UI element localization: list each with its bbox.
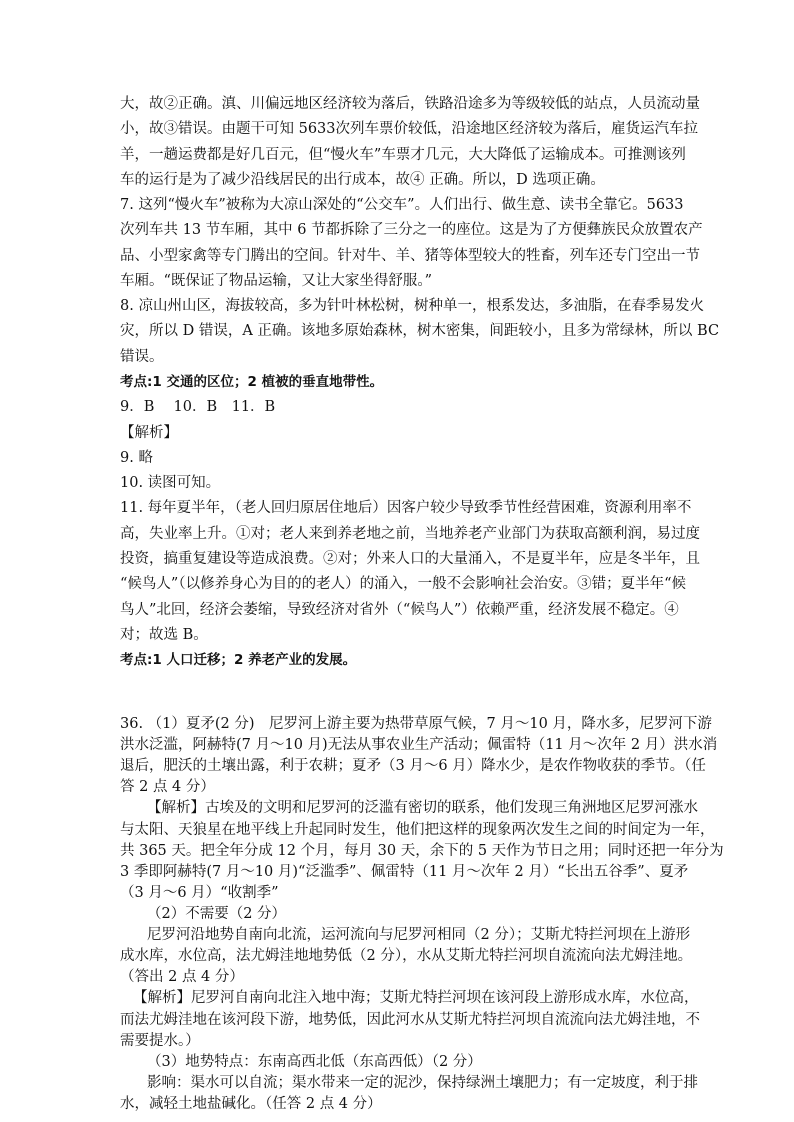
text-line: 需要提水。） [120,1033,200,1049]
text-line: 共 365 天。把全年分成 12 个月，每月 30 天，余下的 5 天作为节日之用；同时还把一年分为 [120,843,724,859]
text-line: 羊，一趟运费都是好几百元，但“慢火车”车票才几元，大大降低了运输成本。可推测该列 [120,147,686,163]
text-line: （3 月～6 月）“收割季” [120,885,279,901]
sub-question-2: （2）不需要（2 分） [147,906,287,922]
text-line: 9. 略 [120,450,153,466]
text-line: （答出 2 点 4 分） [120,969,244,985]
text-line: 高，失业率上升。①对；老人来到养老地之前，当地养老产业部门为获取高额利润，易过度 [120,526,700,542]
key-points-1: 考点:1 交通的区位；2 植被的垂直地带性。 [120,374,384,390]
text-line: 退后，肥沃的土壤出露，利于农耕；夏矛（3 月～6 月）降水少，是农作物收获的季节。（任 [120,758,706,774]
text-line: 3 季即阿赫特(7 月～10 月)“泛滥季”、佩雷特（11 月～次年 2 月）“长出五谷季”、夏矛 [120,864,689,880]
text-line: 车的运行是为了减少沿线居民的出行成本，故④ 正确。所以，D 选项正确。 [120,172,605,188]
text-line: 小，故③错误。由题干可知 5633次列车票价较低，沿途地区经济较为落后，雇货运汽车拉 [120,121,699,137]
text-line: 成水库，水位高，法尤姆洼地地势低（2 分），水从艾斯尤特拦河坝自流流向法尤姆洼地。 [120,948,693,964]
text-line: （3）地势特点：东南高西北低（东高西低）（2 分） [147,1054,482,1070]
text-line: 8. 凉山州山区，海拔较高，多为针叶林松树，树种单一，根系发达，多油脂，在春季易发火 [120,298,704,314]
text-line: 与太阳、天狼星在地平线上升起同时发生，他们把这样的现象两次发生之间的时间定为一年， [120,822,715,838]
analysis-heading: 【解析】 [120,425,178,441]
question-36-line: 36. （1）夏矛(2 分) 尼罗河上游主要为热带草原气候，7 月～10 月，降水多，尼罗河下游 [120,716,712,732]
text-line: 洪水泛滥，阿赫特(7 月～10 月)无法从事农业生产活动；佩雷特（11 月～次年 2 月）洪水消 [120,737,718,753]
key-points-2: 考点:1 人口迁移；2 养老产业的发展。 [120,652,357,668]
text-line: 错误。 [120,349,164,365]
text-line: 鸟人”北回，经济会萎缩，导致经济对省外（“候鸟人”）依赖严重，经济发展不稳定。④ [120,602,679,618]
text-line: 对；故选 B。 [120,627,208,643]
text-line: 答 2 点 4 分） [120,779,215,795]
text-line: 11. 每年夏半年，（老人回归原居住地后）因客户较少导致季节性经营困难，资源利用率不 [120,500,692,516]
text-line: 投资，搞重复建设等造成浪费。②对；外来人口的大量涌入，不是夏半年，应是冬半年，且 [120,551,700,567]
text-line: 品、小型家禽等专门腾出的空间。针对牛、羊、猪等体型较大的牲畜，列车还专门空出一节 [120,248,700,264]
answer-line: 9．B 10．B 11．B [120,399,276,415]
text-line: “候鸟人”（以修养身心为目的的老人）的涌入，一般不会影响社会治安。③错；夏半年“候 [120,576,686,592]
text-line: 影响：渠水可以自流；渠水带来一定的泥沙，保持绿洲土壤肥力；有一定坡度，利于排 [147,1075,698,1091]
analysis-line: 【解析】古埃及的文明和尼罗河的泛滥有密切的联系，他们发现三角洲地区尼罗河涨水 [147,800,698,816]
text-line: 7. 这列“慢火车”被称为大凉山深处的“公交车”。人们出行、做生意、读书全靠它。5633 [120,197,684,213]
analysis-line: 【解析】尼罗河自南向北注入地中海；艾斯尤特拦河坝在该河段上游形成水库，水位高， [133,990,699,1006]
text-line: 次列车共 13 节车厢，其中 6 节都拆除了三分之一的座位。这是为了方便彝族民众放置农产 [120,222,703,238]
text-line: 车厢。“既保证了物品运输，又让大家坐得舒服。” [120,273,433,289]
text-line: 灾，所以 D 错误，A 正确。该地多原始森林，树木密集，间距较小，且多为常绿林，所以 BC [120,323,720,339]
text-line: 水，减轻土地盐碱化。（任答 2 点 4 分） [120,1096,382,1112]
text-line: 大，故②正确。滇、川偏远地区经济较为落后，铁路沿途多为等级较低的站点，人员流动量 [120,96,700,112]
text-line: 而法尤姆洼地在该河段下游，地势低，因此河水从艾斯尤特拦河坝自流流向法尤姆洼地，不 [120,1012,700,1028]
text-line: 10. 读图可知。 [120,475,221,491]
text-line: 尼罗河沿地势自南向北流，运河流向与尼罗河相同（2 分）；艾斯尤特拦河坝在上游形 [147,927,691,943]
